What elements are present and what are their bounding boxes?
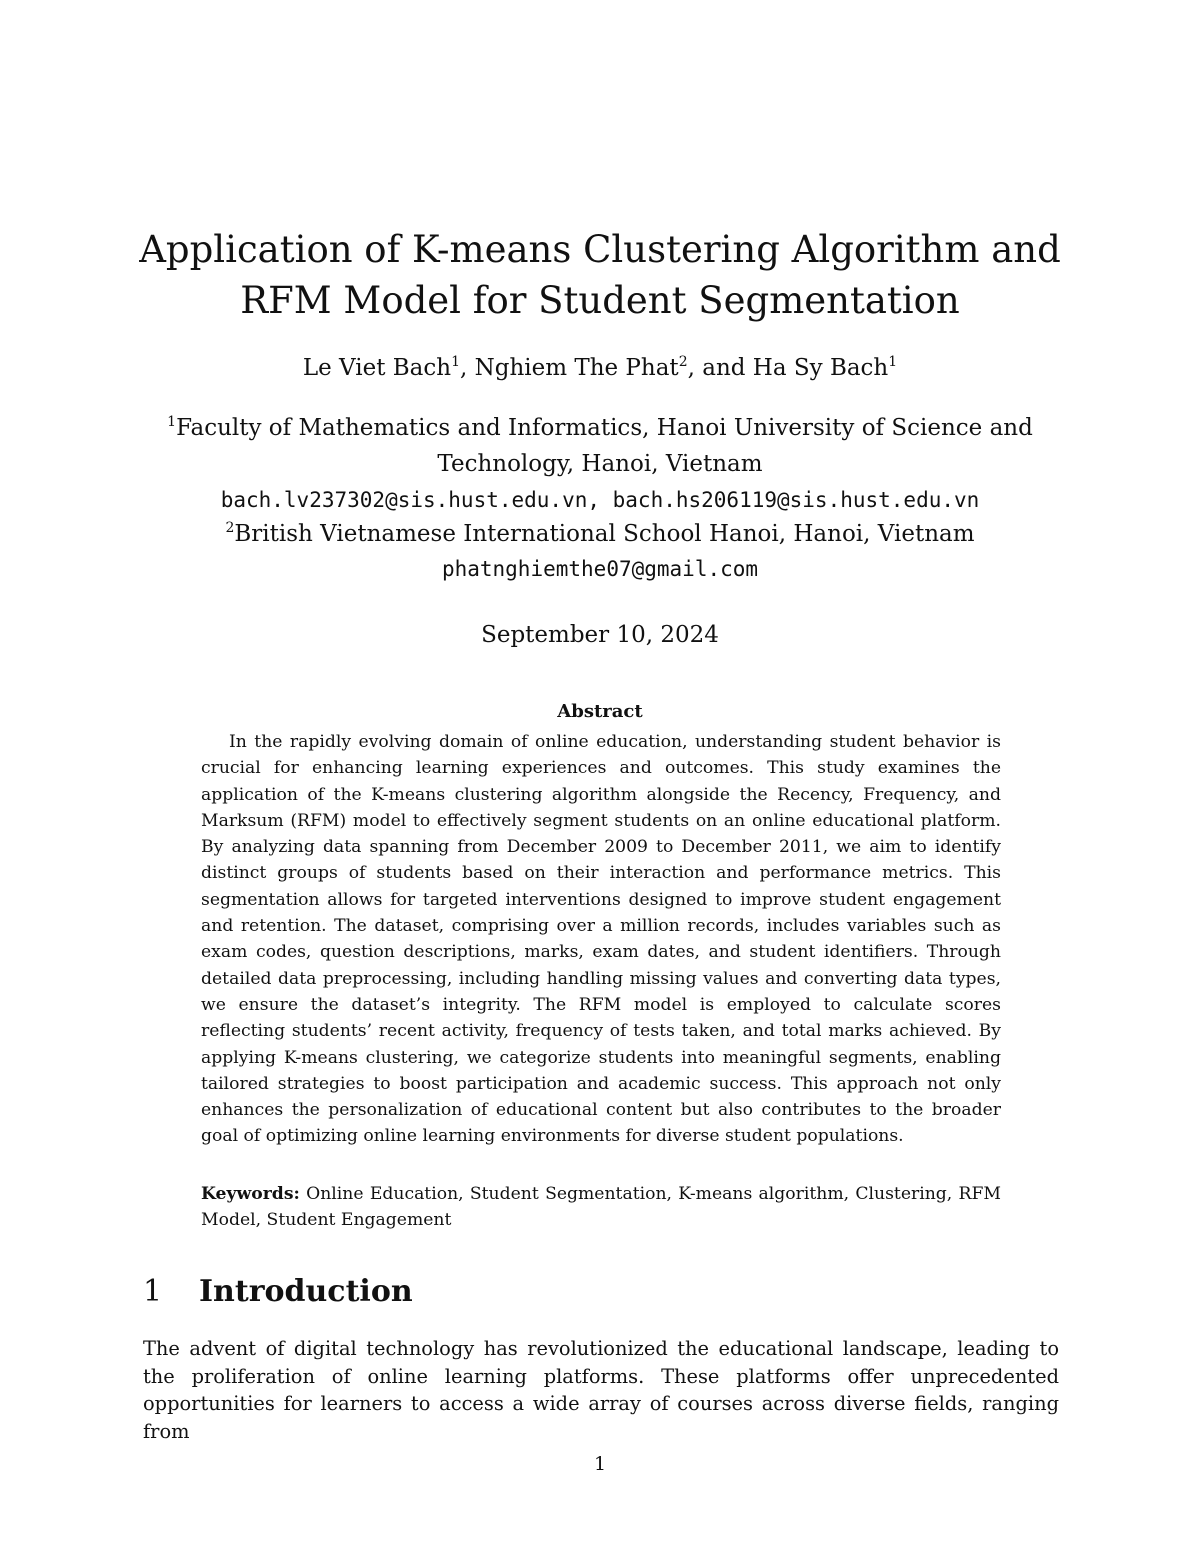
section-body-text: The advent of digital technology has revolutionized the educational landscape, leading to the proliferation of online learning platforms. These platforms offer unprecedented opportunities for learners to access a wide array of courses across diverse fields, ranging from: [143, 1337, 1059, 1443]
affiliation-2-email: phatnghiemthe07@gmail.com: [441, 557, 759, 581]
keywords: [201, 1181, 1001, 1234]
keywords-list: Online Education, Student Segmentation, K-means algorithm, Clustering, RFM Model, Student Engagement: [201, 1184, 1002, 1231]
paper-title: Application of K-means Clustering Algorithm and RFM Model for Student Segmentation: [139, 228, 1061, 322]
abstract-paragraph: In the rapidly evolving domain of online education, understanding student behavior is crucial for enhancing learning experiences and outcomes. This study examines the application of the K-means clustering algorithm alongside the Recency, Frequency, and Marksum (RFM) model to effectively segment students on an online educational platform. By analyzing data spanning from December 2009 to December 2011, we aim to identify distinct groups of students based on their interaction and performance metrics. This segmentation allows for targeted interventions designed to improve student engagement and retention. The dataset, comprising over a million records, includes variables such as exam codes, question descriptions, marks, exam dates, and student identifiers. Through detailed data preprocessing, including handling missing values and converting data types, we ensure the dataset’s integrity. The RFM model is employed to calculate scores reflecting students’ recent activity, frequency of tests taken, and total marks achieved. By applying K-means clustering, we categorize students into meaningful segments, enabling tailored strategies to boost participation and academic success. This approach not only enhances the personalization of educational content but also contributes to the broader goal of optimizing online learning environments for diverse student populations.: [201, 732, 1001, 1147]
affiliation-marker: 1: [451, 354, 460, 370]
author-name: Le Viet Bach: [302, 355, 452, 381]
affiliation-text: Faculty of Mathematics and Informatics, Hanoi University of Science and Technology, Hanoi, Vietnam: [176, 415, 1033, 477]
author-separator: , and: [687, 355, 753, 381]
paper-date: September 10, 2024: [481, 622, 719, 648]
page-number: 1: [593, 1453, 607, 1475]
affiliation-marker: 1: [167, 414, 177, 430]
section-number: 1: [143, 1274, 163, 1309]
affiliation-marker: 1: [888, 354, 898, 370]
affiliation-marker: 2: [225, 520, 235, 536]
author-list: [100, 352, 1100, 384]
author-name: Ha Sy Bach: [752, 355, 889, 381]
abstract-heading: Abstract: [557, 701, 643, 722]
keywords-label: Keywords:: [201, 1184, 300, 1204]
section-title: Introduction: [199, 1274, 413, 1309]
affiliation-text: British Vietnamese International School Hanoi, Hanoi, Vietnam: [234, 521, 975, 547]
affiliation-1-emails: bach.lv237302@sis.hust.edu.vn, bach.hs206119@sis.hust.edu.vn: [220, 488, 980, 512]
affiliation-1: [100, 410, 1100, 482]
author-name: Nghiem The Phat: [474, 355, 679, 381]
section-heading: [143, 1272, 413, 1312]
affiliation-2: [100, 516, 1100, 552]
affiliation-marker: 2: [678, 354, 688, 370]
author-separator: ,: [459, 355, 475, 381]
abstract-text: [201, 729, 1001, 1150]
